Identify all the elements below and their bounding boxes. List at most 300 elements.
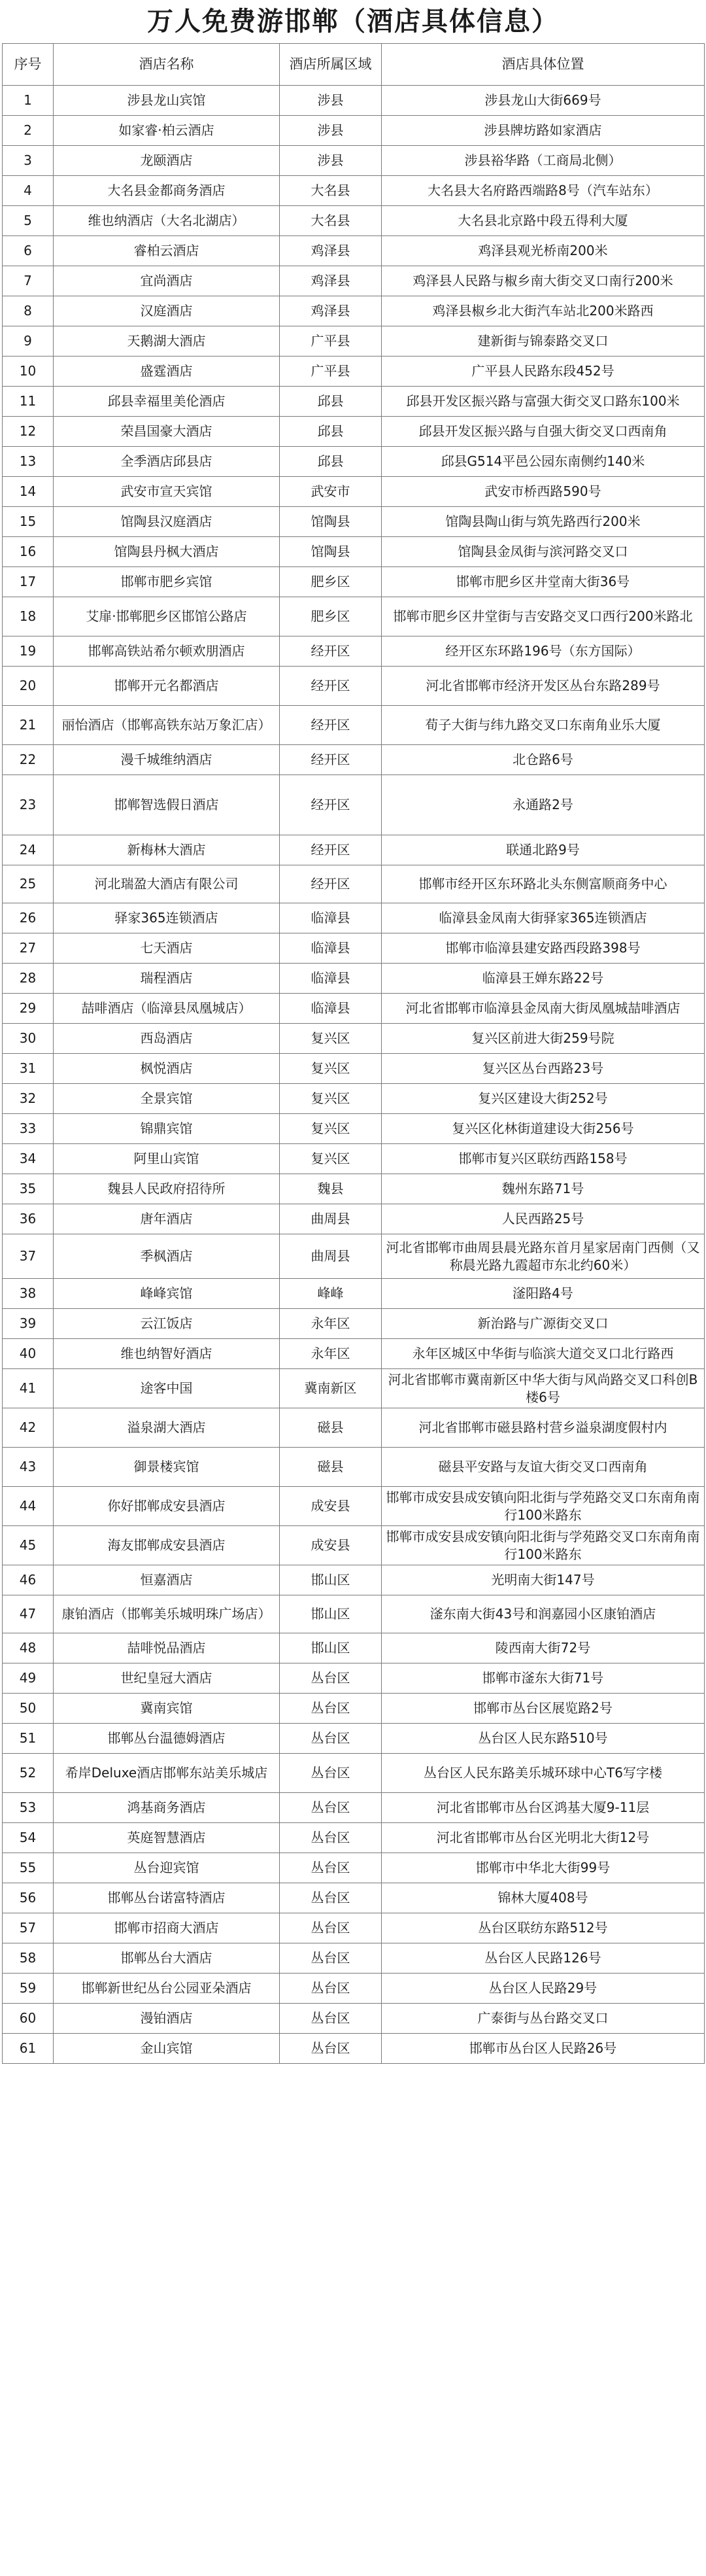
cell-district: 永年区 (280, 1339, 382, 1369)
cell-hotel-name: 峰峰宾馆 (54, 1279, 280, 1309)
table-row (3, 2004, 705, 2034)
table-row (3, 1309, 705, 1339)
cell-district: 临漳县 (280, 903, 382, 933)
cell-index: 50 (3, 1694, 54, 1724)
table-row (3, 1724, 705, 1754)
cell-address: 馆陶县金凤街与滨河路交叉口 (382, 537, 705, 567)
cell-address: 大名县北京路中段五得利大厦 (382, 206, 705, 236)
cell-district: 临漳县 (280, 964, 382, 994)
cell-hotel-name: 邯郸新世纪丛台公园亚朵酒店 (54, 1974, 280, 2004)
cell-address: 光明南大街147号 (382, 1565, 705, 1595)
cell-district: 魏县 (280, 1174, 382, 1204)
cell-index: 20 (3, 667, 54, 706)
cell-hotel-name: 英庭智慧酒店 (54, 1823, 280, 1853)
cell-hotel-name: 新梅林大酒店 (54, 835, 280, 865)
cell-district: 峰峰 (280, 1279, 382, 1309)
table-row (3, 357, 705, 387)
cell-district: 邱县 (280, 387, 382, 417)
cell-hotel-name: 希岸Deluxe酒店邯郸东站美乐城店 (54, 1754, 280, 1793)
table-row (3, 1565, 705, 1595)
cell-district: 涉县 (280, 86, 382, 116)
cell-index: 56 (3, 1883, 54, 1913)
cell-district: 丛台区 (280, 1754, 382, 1793)
hotel-table (2, 43, 705, 2064)
cell-index: 4 (3, 176, 54, 206)
cell-index: 40 (3, 1339, 54, 1369)
cell-district: 临漳县 (280, 994, 382, 1024)
cell-address: 河北省邯郸市丛台区光明北大街12号 (382, 1823, 705, 1853)
cell-district: 经开区 (280, 835, 382, 865)
cell-district: 丛台区 (280, 1694, 382, 1724)
cell-hotel-name: 漫千城维纳酒店 (54, 745, 280, 775)
cell-hotel-name: 武安市宣天宾馆 (54, 477, 280, 507)
cell-district: 丛台区 (280, 1793, 382, 1823)
table-row (3, 1853, 705, 1883)
table-row (3, 236, 705, 266)
cell-hotel-name: 邯郸开元名都酒店 (54, 667, 280, 706)
cell-address: 北仓路6号 (382, 745, 705, 775)
table-row (3, 1526, 705, 1565)
cell-index: 26 (3, 903, 54, 933)
cell-address: 大名县大名府路西端路8号（汽车站东） (382, 176, 705, 206)
table-row (3, 636, 705, 667)
cell-hotel-name: 馆陶县汉庭酒店 (54, 507, 280, 537)
cell-address: 邱县开发区振兴路与自强大街交叉口西南角 (382, 417, 705, 447)
cell-district: 成安县 (280, 1487, 382, 1526)
table-row (3, 86, 705, 116)
cell-district: 馆陶县 (280, 507, 382, 537)
cell-address: 联通北路9号 (382, 835, 705, 865)
table-row (3, 667, 705, 706)
cell-district: 冀南新区 (280, 1369, 382, 1408)
cell-address: 武安市桥西路590号 (382, 477, 705, 507)
cell-district: 邱县 (280, 447, 382, 477)
cell-district: 邯山区 (280, 1595, 382, 1633)
cell-address: 经开区东环路196号（东方国际） (382, 636, 705, 667)
cell-district: 经开区 (280, 775, 382, 835)
cell-address: 滏阳路4号 (382, 1279, 705, 1309)
cell-hotel-name: 魏县人民政府招待所 (54, 1174, 280, 1204)
cell-district: 鸡泽县 (280, 236, 382, 266)
cell-address: 邯郸市成安县成安镇向阳北街与学苑路交叉口东南角南行100米路东 (382, 1526, 705, 1565)
table-row (3, 706, 705, 745)
cell-index: 59 (3, 1974, 54, 2004)
cell-district: 经开区 (280, 706, 382, 745)
cell-address: 涉县龙山大街669号 (382, 86, 705, 116)
cell-hotel-name: 御景楼宾馆 (54, 1448, 280, 1487)
cell-district: 经开区 (280, 745, 382, 775)
cell-hotel-name: 河北瑞盈大酒店有限公司 (54, 865, 280, 903)
cell-index: 23 (3, 775, 54, 835)
table-row (3, 266, 705, 296)
table-row (3, 745, 705, 775)
table-row (3, 1174, 705, 1204)
header-district: 酒店所属区域 (280, 44, 382, 86)
table-row (3, 1408, 705, 1448)
cell-address: 河北省邯郸市临漳县金凤南大街凤凰城喆啡酒店 (382, 994, 705, 1024)
cell-hotel-name: 枫悦酒店 (54, 1054, 280, 1084)
cell-index: 38 (3, 1279, 54, 1309)
table-row (3, 537, 705, 567)
cell-index: 11 (3, 387, 54, 417)
cell-index: 30 (3, 1024, 54, 1054)
cell-district: 丛台区 (280, 1913, 382, 1943)
cell-index: 6 (3, 236, 54, 266)
cell-address: 邯郸市成安县成安镇向阳北街与学苑路交叉口东南角南行100米路东 (382, 1487, 705, 1526)
cell-address: 邯郸市复兴区联纺西路158号 (382, 1144, 705, 1174)
cell-address: 复兴区化林街道建设大街256号 (382, 1114, 705, 1144)
cell-address: 邯郸市肥乡区井堂街与吉安路交叉口西行200米路北 (382, 597, 705, 636)
table-row (3, 1663, 705, 1694)
table-row (3, 597, 705, 636)
cell-address: 广泰街与丛台路交叉口 (382, 2004, 705, 2034)
cell-address: 临漳县金凤南大街驿家365连锁酒店 (382, 903, 705, 933)
cell-index: 16 (3, 537, 54, 567)
cell-district: 大名县 (280, 206, 382, 236)
cell-district: 复兴区 (280, 1114, 382, 1144)
cell-index: 14 (3, 477, 54, 507)
cell-address: 邯郸市经开区东环路北头东侧富顺商务中心 (382, 865, 705, 903)
cell-address: 锦林大厦408号 (382, 1883, 705, 1913)
cell-address: 涉县裕华路（工商局北侧） (382, 146, 705, 176)
cell-index: 13 (3, 447, 54, 477)
table-row (3, 1054, 705, 1084)
cell-district: 经开区 (280, 667, 382, 706)
cell-district: 丛台区 (280, 1943, 382, 1974)
cell-index: 41 (3, 1369, 54, 1408)
cell-index: 5 (3, 206, 54, 236)
cell-index: 36 (3, 1204, 54, 1234)
cell-hotel-name: 邯郸高铁站希尔顿欢朋酒店 (54, 636, 280, 667)
cell-district: 邱县 (280, 417, 382, 447)
cell-index: 32 (3, 1084, 54, 1114)
cell-index: 39 (3, 1309, 54, 1339)
cell-hotel-name: 汉庭酒店 (54, 296, 280, 326)
table-row (3, 1595, 705, 1633)
cell-hotel-name: 宜尚酒店 (54, 266, 280, 296)
table-row (3, 1279, 705, 1309)
cell-address: 新治路与广源街交叉口 (382, 1309, 705, 1339)
cell-hotel-name: 康铂酒店（邯郸美乐城明珠广场店） (54, 1595, 280, 1633)
cell-index: 53 (3, 1793, 54, 1823)
cell-hotel-name: 荣昌国豪大酒店 (54, 417, 280, 447)
cell-hotel-name: 唐年酒店 (54, 1204, 280, 1234)
cell-index: 43 (3, 1448, 54, 1487)
table-row (3, 116, 705, 146)
cell-index: 33 (3, 1114, 54, 1144)
cell-address: 河北省邯郸市经济开发区丛台东路289号 (382, 667, 705, 706)
cell-district: 成安县 (280, 1526, 382, 1565)
table-row (3, 835, 705, 865)
cell-district: 肥乡区 (280, 567, 382, 597)
cell-hotel-name: 维也纳酒店（大名北湖店） (54, 206, 280, 236)
table-row (3, 507, 705, 537)
cell-address: 邯郸市丛台区展览路2号 (382, 1694, 705, 1724)
table-row (3, 865, 705, 903)
cell-index: 27 (3, 933, 54, 964)
cell-hotel-name: 喆啡酒店（临漳县凤凰城店） (54, 994, 280, 1024)
cell-hotel-name: 涉县龙山宾馆 (54, 86, 280, 116)
cell-index: 52 (3, 1754, 54, 1793)
cell-hotel-name: 全季酒店邱县店 (54, 447, 280, 477)
cell-district: 广平县 (280, 357, 382, 387)
cell-index: 3 (3, 146, 54, 176)
cell-district: 鸡泽县 (280, 266, 382, 296)
table-row (3, 206, 705, 236)
cell-hotel-name: 睿柏云酒店 (54, 236, 280, 266)
cell-index: 2 (3, 116, 54, 146)
cell-index: 35 (3, 1174, 54, 1204)
cell-address: 永通路2号 (382, 775, 705, 835)
cell-district: 涉县 (280, 116, 382, 146)
table-row (3, 477, 705, 507)
cell-hotel-name: 溢泉湖大酒店 (54, 1408, 280, 1448)
header-hotel-name: 酒店名称 (54, 44, 280, 86)
cell-district: 永年区 (280, 1309, 382, 1339)
table-row (3, 417, 705, 447)
cell-index: 17 (3, 567, 54, 597)
cell-hotel-name: 邯郸丛台温德姆酒店 (54, 1724, 280, 1754)
cell-index: 31 (3, 1054, 54, 1084)
cell-district: 武安市 (280, 477, 382, 507)
table-row (3, 1084, 705, 1114)
cell-address: 邱县开发区振兴路与富强大街交叉口路东100米 (382, 387, 705, 417)
cell-address: 荀子大街与纬九路交叉口东南角业乐大厦 (382, 706, 705, 745)
cell-index: 47 (3, 1595, 54, 1633)
cell-hotel-name: 阿里山宾馆 (54, 1144, 280, 1174)
cell-hotel-name: 你好邯郸成安县酒店 (54, 1487, 280, 1526)
cell-address: 鸡泽县观光桥南200米 (382, 236, 705, 266)
cell-index: 15 (3, 507, 54, 537)
cell-index: 58 (3, 1943, 54, 1974)
cell-address: 涉县牌坊路如家酒店 (382, 116, 705, 146)
cell-index: 54 (3, 1823, 54, 1853)
cell-address: 邯郸市肥乡区井堂南大街36号 (382, 567, 705, 597)
cell-district: 曲周县 (280, 1234, 382, 1279)
cell-hotel-name: 天鹅湖大酒店 (54, 326, 280, 357)
cell-hotel-name: 冀南宾馆 (54, 1694, 280, 1724)
cell-district: 丛台区 (280, 1724, 382, 1754)
cell-district: 经开区 (280, 865, 382, 903)
cell-hotel-name: 瑞程酒店 (54, 964, 280, 994)
cell-address: 丛台区人民东路510号 (382, 1724, 705, 1754)
cell-hotel-name: 盛霆酒店 (54, 357, 280, 387)
table-row (3, 387, 705, 417)
cell-district: 临漳县 (280, 933, 382, 964)
cell-hotel-name: 季枫酒店 (54, 1234, 280, 1279)
table-row (3, 1754, 705, 1793)
cell-address: 丛台区人民东路美乐城环球中心T6写字楼 (382, 1754, 705, 1793)
cell-district: 丛台区 (280, 1974, 382, 2004)
table-row (3, 447, 705, 477)
cell-hotel-name: 维也纳智好酒店 (54, 1339, 280, 1369)
cell-district: 涉县 (280, 146, 382, 176)
cell-hotel-name: 驿家365连锁酒店 (54, 903, 280, 933)
cell-index: 48 (3, 1633, 54, 1663)
cell-hotel-name: 大名县金都商务酒店 (54, 176, 280, 206)
cell-index: 19 (3, 636, 54, 667)
table-row (3, 1793, 705, 1823)
table-row (3, 1943, 705, 1974)
table-row (3, 296, 705, 326)
cell-address: 建新街与锦泰路交叉口 (382, 326, 705, 357)
table-row (3, 567, 705, 597)
cell-district: 丛台区 (280, 1663, 382, 1694)
cell-district: 邯山区 (280, 1633, 382, 1663)
cell-hotel-name: 鸿基商务酒店 (54, 1793, 280, 1823)
cell-index: 28 (3, 964, 54, 994)
cell-index: 60 (3, 2004, 54, 2034)
cell-district: 肥乡区 (280, 597, 382, 636)
cell-address: 河北省邯郸市磁县路村营乡溢泉湖度假村内 (382, 1408, 705, 1448)
cell-index: 12 (3, 417, 54, 447)
cell-index: 37 (3, 1234, 54, 1279)
cell-address: 河北省邯郸市丛台区鸿基大厦9-11层 (382, 1793, 705, 1823)
table-row (3, 1448, 705, 1487)
cell-address: 磁县平安路与友谊大街交叉口西南角 (382, 1448, 705, 1487)
cell-address: 丛台区人民路126号 (382, 1943, 705, 1974)
table-body (3, 86, 705, 2064)
cell-index: 44 (3, 1487, 54, 1526)
cell-index: 24 (3, 835, 54, 865)
cell-address: 鸡泽县椒乡北大街汽车站北200米路西 (382, 296, 705, 326)
table-row (3, 1694, 705, 1724)
cell-hotel-name: 漫铂酒店 (54, 2004, 280, 2034)
table-row (3, 964, 705, 994)
table-row (3, 933, 705, 964)
table-row (3, 1633, 705, 1663)
cell-hotel-name: 七天酒店 (54, 933, 280, 964)
cell-address: 鸡泽县人民路与椒乡南大街交叉口南行200米 (382, 266, 705, 296)
cell-index: 8 (3, 296, 54, 326)
cell-address: 复兴区建设大街252号 (382, 1084, 705, 1114)
cell-hotel-name: 喆啡悦品酒店 (54, 1633, 280, 1663)
table-row (3, 1487, 705, 1526)
table-row (3, 1114, 705, 1144)
cell-index: 45 (3, 1526, 54, 1565)
cell-hotel-name: 如家睿·柏云酒店 (54, 116, 280, 146)
cell-index: 29 (3, 994, 54, 1024)
cell-address: 邯郸市中华北大街99号 (382, 1853, 705, 1883)
cell-hotel-name: 艾扉·邯郸肥乡区邯馆公路店 (54, 597, 280, 636)
cell-index: 55 (3, 1853, 54, 1883)
cell-hotel-name: 邯郸市招商大酒店 (54, 1913, 280, 1943)
cell-address: 丛台区联纺东路512号 (382, 1913, 705, 1943)
cell-index: 18 (3, 597, 54, 636)
cell-hotel-name: 邯郸智选假日酒店 (54, 775, 280, 835)
cell-district: 邯山区 (280, 1565, 382, 1595)
cell-hotel-name: 邯郸丛台大酒店 (54, 1943, 280, 1974)
cell-index: 1 (3, 86, 54, 116)
cell-district: 复兴区 (280, 1054, 382, 1084)
cell-district: 复兴区 (280, 1144, 382, 1174)
cell-address: 陵西南大街72号 (382, 1633, 705, 1663)
cell-district: 磁县 (280, 1408, 382, 1448)
page-title: 万人免费游邯郸（酒店具体信息） (147, 6, 559, 37)
cell-district: 曲周县 (280, 1204, 382, 1234)
cell-address: 人民西路25号 (382, 1204, 705, 1234)
cell-hotel-name: 邯郸丛台诺富特酒店 (54, 1883, 280, 1913)
cell-address: 复兴区丛台西路23号 (382, 1054, 705, 1084)
cell-district: 复兴区 (280, 1024, 382, 1054)
cell-index: 51 (3, 1724, 54, 1754)
cell-district: 馆陶县 (280, 537, 382, 567)
cell-district: 鸡泽县 (280, 296, 382, 326)
header-index: 序号 (3, 44, 54, 86)
table-row (3, 146, 705, 176)
table-row (3, 1234, 705, 1279)
cell-index: 25 (3, 865, 54, 903)
cell-district: 丛台区 (280, 1883, 382, 1913)
cell-hotel-name: 恒嘉酒店 (54, 1565, 280, 1595)
cell-index: 57 (3, 1913, 54, 1943)
cell-hotel-name: 馆陶县丹枫大酒店 (54, 537, 280, 567)
cell-district: 复兴区 (280, 1084, 382, 1114)
cell-hotel-name: 邯郸市肥乡宾馆 (54, 567, 280, 597)
cell-hotel-name: 锦鼎宾馆 (54, 1114, 280, 1144)
cell-district: 丛台区 (280, 2034, 382, 2064)
cell-index: 46 (3, 1565, 54, 1595)
cell-index: 10 (3, 357, 54, 387)
table-row (3, 1024, 705, 1054)
cell-district: 丛台区 (280, 1823, 382, 1853)
cell-address: 魏州东路71号 (382, 1174, 705, 1204)
cell-address: 邯郸市滏东大街71号 (382, 1663, 705, 1694)
cell-address: 河北省邯郸市冀南新区中华大街与风尚路交叉口科创B楼6号 (382, 1369, 705, 1408)
cell-district: 丛台区 (280, 1853, 382, 1883)
cell-address: 馆陶县陶山街与筑先路西行200米 (382, 507, 705, 537)
table-row (3, 994, 705, 1024)
cell-hotel-name: 海友邯郸成安县酒店 (54, 1526, 280, 1565)
table-row (3, 1339, 705, 1369)
cell-hotel-name: 世纪皇冠大酒店 (54, 1663, 280, 1694)
header-address: 酒店具体位置 (382, 44, 705, 86)
cell-index: 34 (3, 1144, 54, 1174)
header-row (3, 44, 705, 86)
cell-hotel-name: 丽怡酒店（邯郸高铁东站万象汇店） (54, 706, 280, 745)
cell-address: 复兴区前进大街259号院 (382, 1024, 705, 1054)
cell-district: 大名县 (280, 176, 382, 206)
cell-address: 丛台区人民路29号 (382, 1974, 705, 2004)
table-row (3, 176, 705, 206)
cell-district: 磁县 (280, 1448, 382, 1487)
table-row (3, 903, 705, 933)
cell-address: 永年区城区中华街与临滨大道交叉口北行路西 (382, 1339, 705, 1369)
cell-hotel-name: 西岛酒店 (54, 1024, 280, 1054)
cell-address: 邱县G514平邑公园东南侧约140米 (382, 447, 705, 477)
cell-hotel-name: 龙颐酒店 (54, 146, 280, 176)
table-row (3, 2034, 705, 2064)
cell-index: 61 (3, 2034, 54, 2064)
cell-address: 河北省邯郸市曲周县晨光路东首月星家居南门西侧（又称晨光路九霞超市东北约60米） (382, 1234, 705, 1279)
cell-district: 广平县 (280, 326, 382, 357)
cell-hotel-name: 全景宾馆 (54, 1084, 280, 1114)
cell-index: 9 (3, 326, 54, 357)
cell-index: 21 (3, 706, 54, 745)
cell-address: 滏东南大街43号和润嘉园小区康铂酒店 (382, 1595, 705, 1633)
cell-address: 临漳县王婵东路22号 (382, 964, 705, 994)
cell-address: 邯郸市丛台区人民路26号 (382, 2034, 705, 2064)
cell-index: 22 (3, 745, 54, 775)
cell-hotel-name: 途客中国 (54, 1369, 280, 1408)
cell-hotel-name: 邱县幸福里美伦酒店 (54, 387, 280, 417)
cell-index: 42 (3, 1408, 54, 1448)
cell-address: 广平县人民路东段452号 (382, 357, 705, 387)
table-row (3, 775, 705, 835)
table-row (3, 1974, 705, 2004)
cell-hotel-name: 丛台迎宾馆 (54, 1853, 280, 1883)
cell-hotel-name: 云江饭店 (54, 1309, 280, 1339)
